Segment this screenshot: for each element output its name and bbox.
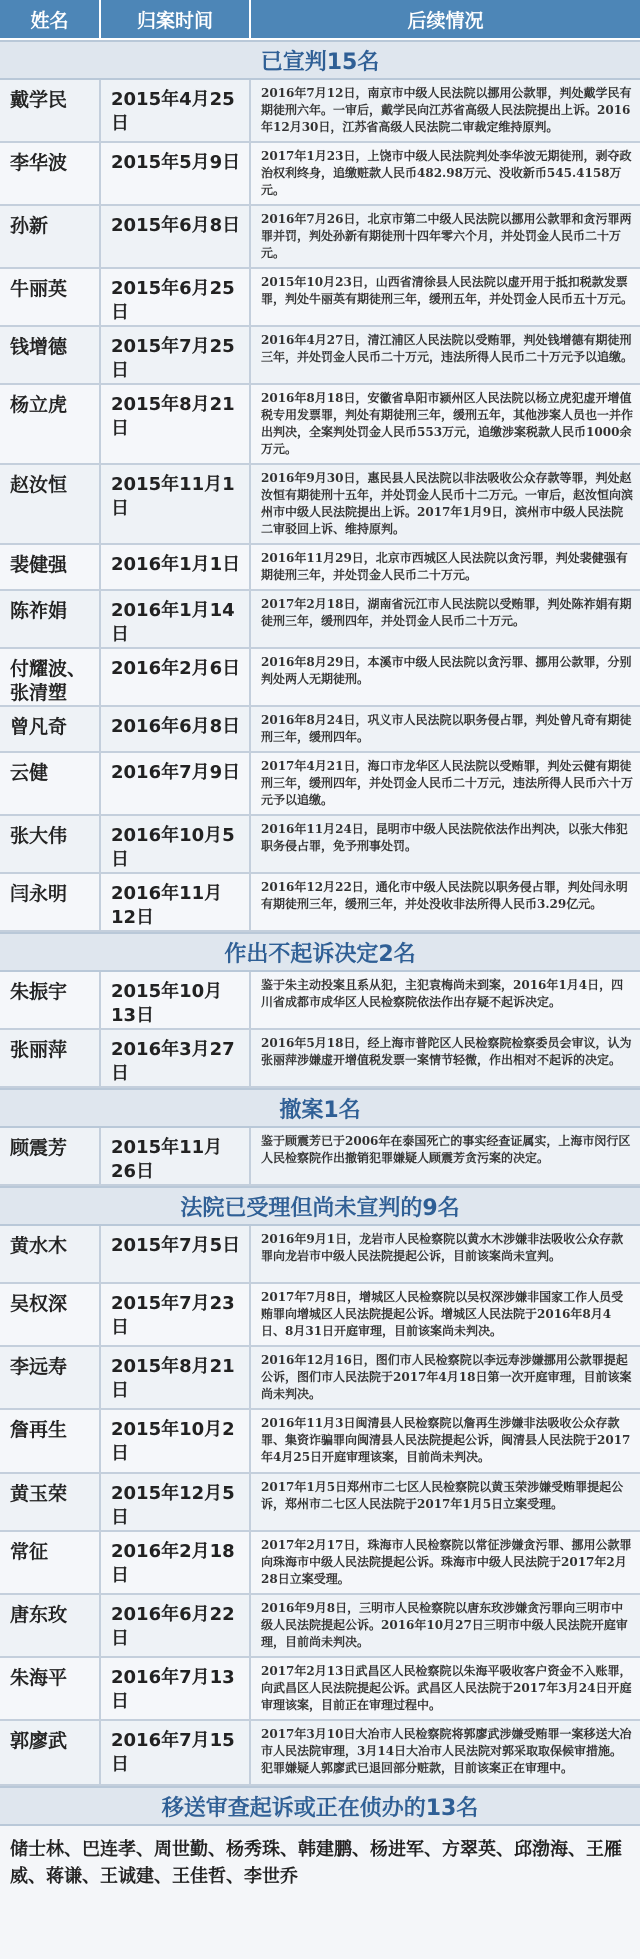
person-name: 陈祚娟: [0, 591, 101, 647]
arrest-date: 2016年1月14日: [101, 591, 251, 647]
arrest-date: 2015年4月25日: [101, 80, 251, 141]
section-title: 已宣判15名: [0, 40, 640, 80]
table-row: [0, 1030, 640, 1088]
arrest-date: 2016年3月27日: [101, 1030, 251, 1086]
table-header: [0, 0, 640, 40]
table-row: [0, 1721, 640, 1786]
table-row: [0, 80, 640, 143]
header-date: 归案时间: [101, 0, 251, 38]
table-row: [0, 1658, 640, 1721]
section-title: 撤案1名: [0, 1088, 640, 1128]
case-detail: 2016年11月29日，北京市西城区人民法院以贪污罪，判处裴健强有期徒刑三年，并处罚金人民币二十万元。: [261, 551, 628, 582]
table-row: [0, 1410, 640, 1474]
arrest-date: 2016年10月5日: [101, 816, 251, 872]
person-name: 常征: [0, 1532, 101, 1593]
person-name: 孙新: [0, 206, 101, 267]
arrest-date: 2016年6月8日: [101, 707, 251, 751]
table-row: [0, 465, 640, 545]
case-detail: 2016年5月18日，经上海市普陀区人民检察院检察委员会审议，认为张丽萍涉嫌虚开增值税发票一案情节轻微，作出相对不起诉的决定。: [261, 1036, 632, 1067]
person-name: 朱海平: [0, 1658, 101, 1719]
person-name: 黄玉荣: [0, 1474, 101, 1530]
table-row: [0, 972, 640, 1030]
arrest-date: 2015年7月5日: [101, 1226, 251, 1282]
case-detail: 2017年2月18日，湖南省沅江市人民法院以受贿罪，判处陈祚娟有期徒刑三年，缓刑四年，并处罚金人民币二十万元。: [261, 597, 632, 628]
person-name: 吴权深: [0, 1284, 101, 1345]
table-row: [0, 591, 640, 649]
person-name: 钱增德: [0, 327, 101, 383]
person-name: 詹再生: [0, 1410, 101, 1472]
case-detail: 2017年1月23日，上饶市中级人民法院判处李华波无期徒刑，剥夺政治权利终身，追缴赃款人民币482.98万元、没收新币545.4158万元。: [261, 149, 632, 197]
section-title: 法院已受理但尚未宣判的9名: [0, 1186, 640, 1226]
case-detail: 2016年7月12日，南京市中级人民法院以挪用公款罪，判处戴学民有期徒刑六年。一审后，戴学民向江苏省高级人民法院提出上诉。2016年12月30日，江苏省高级人民法院二审裁定维持原判。: [261, 86, 632, 134]
table-row: [0, 649, 640, 707]
case-detail: 2016年9月1日，龙岩市人民检察院以黄水木涉嫌非法吸收公众存款罪向龙岩市中级人民法院提起公诉，目前该案尚未宣判。: [261, 1232, 624, 1263]
table-row: [0, 327, 640, 385]
case-detail: 2016年12月16日，图们市人民检察院以李远寿涉嫌挪用公款罪提起公诉，图们市人民法院于2017年4月18日第一次开庭审理，目前该案尚未判决。: [261, 1353, 632, 1401]
arrest-date: 2015年7月25日: [101, 327, 251, 383]
person-name: 云健: [0, 753, 101, 814]
case-detail: 2016年8月18日，安徽省阜阳市颍州区人民法院以杨立虎犯虚开增值税专用发票罪，判处有期徒刑三年，缓刑五年，其他涉案人员也一并作出判决，全案判处罚金人民币553万元，追缴涉案税款人民币1000余万元。: [261, 391, 634, 456]
case-detail: 2016年8月24日，巩义市人民法院以职务侵占罪，判处曾凡奇有期徒刑三年，缓刑四年。: [261, 713, 632, 744]
person-name: 张大伟: [0, 816, 101, 872]
table-row: [0, 206, 640, 269]
case-detail: 2015年10月23日，山西省清徐县人民法院以虚开用于抵扣税款发票罪，判处牛丽英有期徒刑三年，缓刑五年，并处罚金人民币五十万元。: [261, 275, 634, 306]
table-row: [0, 545, 640, 591]
arrest-date: 2015年5月9日: [101, 143, 251, 204]
person-name: 裴健强: [0, 545, 101, 589]
arrest-date: 2015年6月25日: [101, 269, 251, 325]
section-title: 作出不起诉决定2名: [0, 932, 640, 972]
arrest-date: 2015年8月21日: [101, 1347, 251, 1408]
arrest-date: 2016年2月18日: [101, 1532, 251, 1593]
person-name: 牛丽英: [0, 269, 101, 325]
arrest-date: 2015年10月2日: [101, 1410, 251, 1472]
arrest-date: 2016年7月9日: [101, 753, 251, 814]
table-row: [0, 1226, 640, 1284]
case-detail: 2016年7月26日，北京市第二中级人民法院以挪用公款罪和贪污罪两罪并罚，判处孙新有期徒刑十四年零六个月，并处罚金人民币二十万元。: [261, 212, 632, 260]
table-row: [0, 753, 640, 816]
person-name: 顾震芳: [0, 1128, 101, 1184]
table-row: [0, 1532, 640, 1595]
arrest-date: 2016年2月6日: [101, 649, 251, 705]
person-name: 李远寿: [0, 1347, 101, 1408]
case-detail: 2017年2月13日武昌区人民检察院以朱海平吸收客户资金不入账罪，向武昌区人民法院提起公诉。武昌区人民法院于2017年3月24日开庭审理该案，目前正在审理过程中。: [261, 1664, 632, 1712]
arrest-date: 2015年11月1日: [101, 465, 251, 543]
arrest-date: 2015年6月8日: [101, 206, 251, 267]
header-name: 姓名: [0, 0, 101, 38]
sections-container: [0, 40, 640, 1786]
case-detail: 鉴于朱主动投案且系从犯，主犯袁梅尚未到案，2016年1月4日，四川省成都市成华区人民检察院依法作出存疑不起诉决定。: [261, 978, 624, 1009]
case-detail: 2016年9月30日，惠民县人民法院以非法吸收公众存款等罪，判处赵汝恒有期徒刑十五年，并处罚金人民币十二万元。一审后，赵汝恒向滨州市中级人民法院提出上诉。2017年1月9日，滨州市中级人民法院二审驳回上诉、维持原判。: [261, 471, 634, 536]
table-row: [0, 1595, 640, 1658]
person-name: 赵汝恒: [0, 465, 101, 543]
person-name: 黄水木: [0, 1226, 101, 1282]
case-detail: 2016年11月3日闽清县人民检察院以詹再生涉嫌非法吸收公众存款罪、集资诈骗罪向闽清县人民法院提起公诉，闽清县人民法院于2017年4月25日开庭审理该案，目前尚未判决。: [261, 1416, 631, 1464]
arrest-date: 2016年1月1日: [101, 545, 251, 589]
table-row: [0, 1347, 640, 1410]
table-row: [0, 816, 640, 874]
case-detail: 鉴于顾震芳已于2006年在泰国死亡的事实经查证属实，上海市闵行区人民检察院作出撤销犯罪嫌疑人顾震芳贪污案的决定。: [261, 1134, 631, 1165]
case-detail: 2016年4月27日，清江浦区人民法院以受贿罪，判处钱增德有期徒刑三年，并处罚金人民币二十万元，违法所得人民币二十万元予以追缴。: [261, 333, 634, 364]
person-name: 戴学民: [0, 80, 101, 141]
arrest-date: 2015年8月21日: [101, 385, 251, 463]
table-row: [0, 1474, 640, 1532]
case-detail: 2017年2月17日，珠海市人民检察院以常征涉嫌贪污罪、挪用公款罪向珠海市中级人民法院提起公诉。珠海市中级人民法院于2017年2月28日立案受理。: [261, 1538, 632, 1586]
person-name: 郭廖武: [0, 1721, 101, 1784]
arrest-date: 2016年11月12日: [101, 874, 251, 930]
arrest-date: 2015年11月26日: [101, 1128, 251, 1184]
person-name: 唐东玫: [0, 1595, 101, 1656]
arrest-date: 2015年7月23日: [101, 1284, 251, 1345]
case-detail: 2016年11月24日，昆明市中级人民法院依法作出判决，以张大伟犯职务侵占罪，免予刑事处罚。: [261, 822, 628, 853]
footer-names: 储士林、巴连孝、周世勤、杨秀珠、韩建鹏、杨进军、方翠英、邱渤海、王雁威、蒋谦、王诚建、王佳哲、李世乔: [10, 1839, 622, 1887]
table-row: [0, 874, 640, 932]
person-name: 杨立虎: [0, 385, 101, 463]
person-name: 张丽萍: [0, 1030, 101, 1086]
footer-section-title: 移送审查起诉或正在侦办的13名: [0, 1786, 640, 1826]
case-detail: 2016年9月8日，三明市人民检察院以唐东玫涉嫌贪污罪向三明市中级人民法院提起公诉。2016年10月27日三明市中级人民法院开庭审理，目前尚未判决。: [261, 1601, 628, 1649]
table-row: [0, 1284, 640, 1347]
arrest-date: 2016年6月22日: [101, 1595, 251, 1656]
table-row: [0, 385, 640, 465]
table-row: [0, 1128, 640, 1186]
person-name: 李华波: [0, 143, 101, 204]
arrest-date: 2016年7月13日: [101, 1658, 251, 1719]
case-detail: 2017年3月10日大冶市人民检察院将郭廖武涉嫌受贿罪一案移送大冶市人民法院审理，3月14日大冶市人民法院对郭采取取保候审措施。犯罪嫌疑人郭廖武已退回部分赃款，目前该案正在审理中。: [261, 1727, 632, 1775]
case-detail: 2016年8月29日，本溪市中级人民法院以贪污罪、挪用公款罪，分别判处两人无期徒刑。: [261, 655, 632, 686]
person-name: 曾凡奇: [0, 707, 101, 751]
table-row: [0, 143, 640, 206]
table-row: [0, 269, 640, 327]
table-row: [0, 707, 640, 753]
arrest-date: 2015年12月5日: [101, 1474, 251, 1530]
person-name: 付耀波、张清塑: [0, 649, 101, 705]
case-detail: 2017年4月21日，海口市龙华区人民法院以受贿罪，判处云健有期徒刑三年，缓刑四年，并处罚金人民币二十万元，违法所得人民币六十万元予以追缴。: [261, 759, 634, 807]
arrest-date: 2016年7月15日: [101, 1721, 251, 1784]
person-name: 闫永明: [0, 874, 101, 930]
case-detail: 2017年1月5日郑州市二七区人民检察院以黄玉荣涉嫌受贿罪提起公诉，郑州市二七区人民法院于2017年1月5日立案受理。: [261, 1480, 624, 1511]
person-name: 朱振宇: [0, 972, 101, 1028]
case-detail: 2016年12月22日，通化市中级人民法院以职务侵占罪，判处闫永明有期徒刑三年，缓刑三年，并处没收非法所得人民币3.29亿元。: [261, 880, 628, 911]
case-detail: 2017年7月8日，增城区人民检察院以吴权深涉嫌非国家工作人员受贿罪向增城区人民法院提起公诉。增城区人民法院于2016年8月4日、8月31日开庭审理，目前该案尚未判决。: [261, 1290, 624, 1338]
arrest-date: 2015年10月13日: [101, 972, 251, 1028]
header-status: 后续情况: [407, 9, 484, 32]
